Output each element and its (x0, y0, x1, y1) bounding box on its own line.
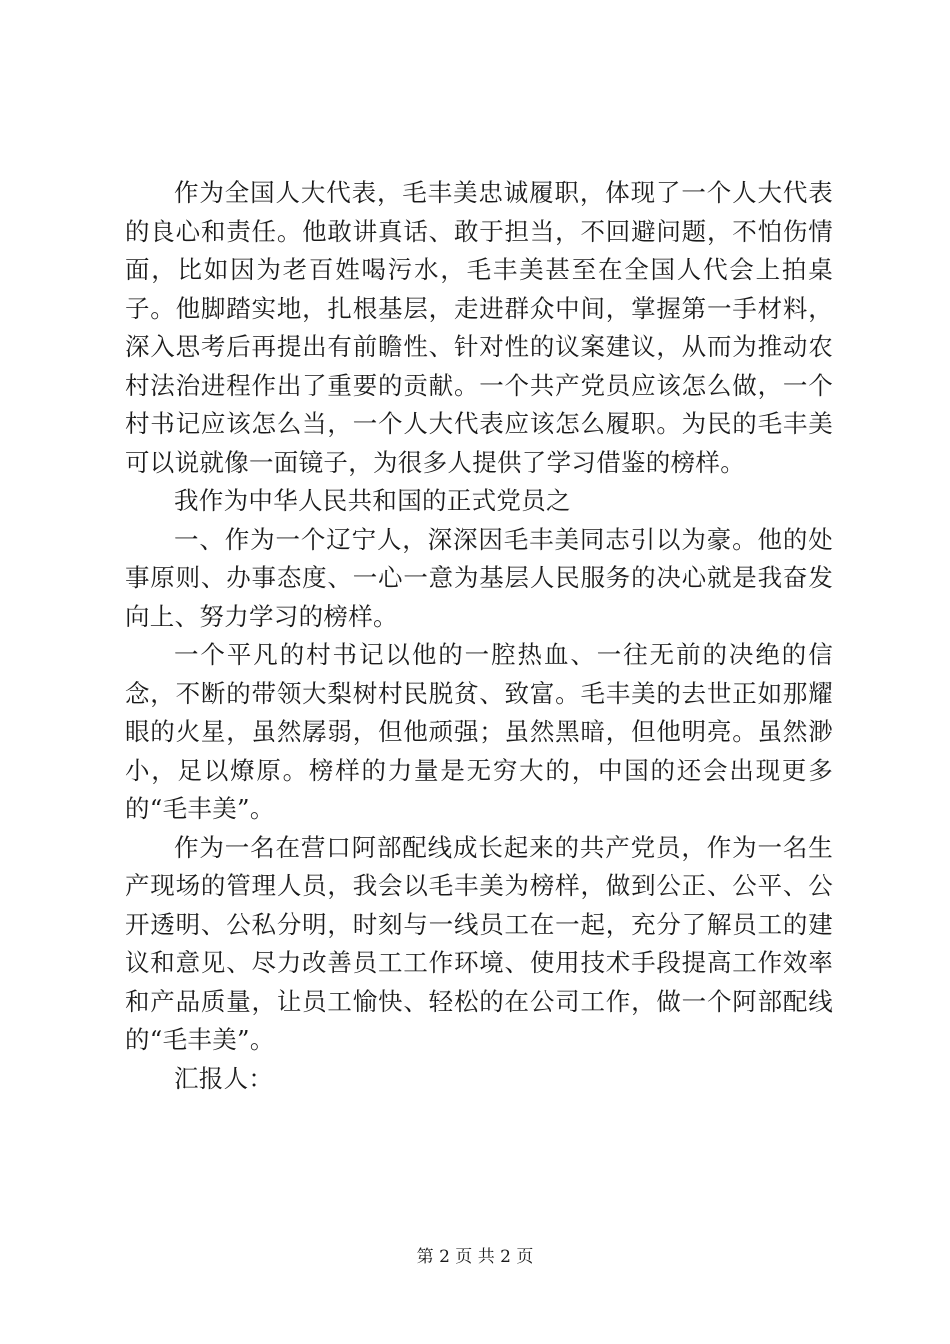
paragraph-deputy-duty: 作为全国人大代表，毛丰美忠诚履职，体现了一个人大代表的良心和责任。他敢讲真话、敢于担当，不回避问题，不怕伤情面，比如因为老百姓喝污水，毛丰美甚至在全国人代会上拍桌子。他脚踏实地，扎根基层，走进群众中间，掌握第一手材料，深入思考后再提出有前瞻性、针对性的议案建议，从而为推动农村法治进程作出了重要的贡献。一个共产党员应该怎么做，一个村书记应该怎么当，一个人大代表应该怎么履职。为民的毛丰美可以说就像一面镜子，为很多人提供了学习借鉴的榜样。 (125, 178, 833, 477)
page-number-footer: 第 2 页 共 2 页 (416, 1247, 534, 1267)
paragraph-personal-commitment: 作为一名在营口阿部配线成长起来的共产党员，作为一名生产现场的管理人员，我会以毛丰美为榜样，做到公正、公平、公开透明、公私分明，时刻与一线员工在一起，充分了解员工的建议和意见、尽力改善员工工作环境、使用技术手段提高工作效率和产品质量，让员工愉快、轻松的在公司工作，做一个阿部配线的“毛丰美”。 (125, 832, 833, 1054)
paragraph-reporter: 汇报人： (174, 1063, 274, 1093)
document-body (125, 174, 833, 1098)
paragraph-party-member-intro: 我作为中华人民共和国的正式党员之 (174, 486, 571, 515)
paragraph-liaoning-pride: 一、作为一个辽宁人，深深因毛丰美同志引以为豪。他的处事原则、办事态度、一心一意为基层人民服务的决心就是我奋发向上、努力学习的榜样。 (125, 524, 833, 631)
paragraph-village-secretary: 一个平凡的村书记以他的一腔热血、一往无前的决绝的信念，不断的带领大梨树村民脱贫、致富。毛丰美的去世正如那耀眼的火星，虽然孱弱，但他顽强；虽然黑暗，但他明亮。虽然渺小，足以燎原。榜样的力量是无穷大的，中国的还会出现更多的“毛丰美”。 (125, 640, 833, 823)
